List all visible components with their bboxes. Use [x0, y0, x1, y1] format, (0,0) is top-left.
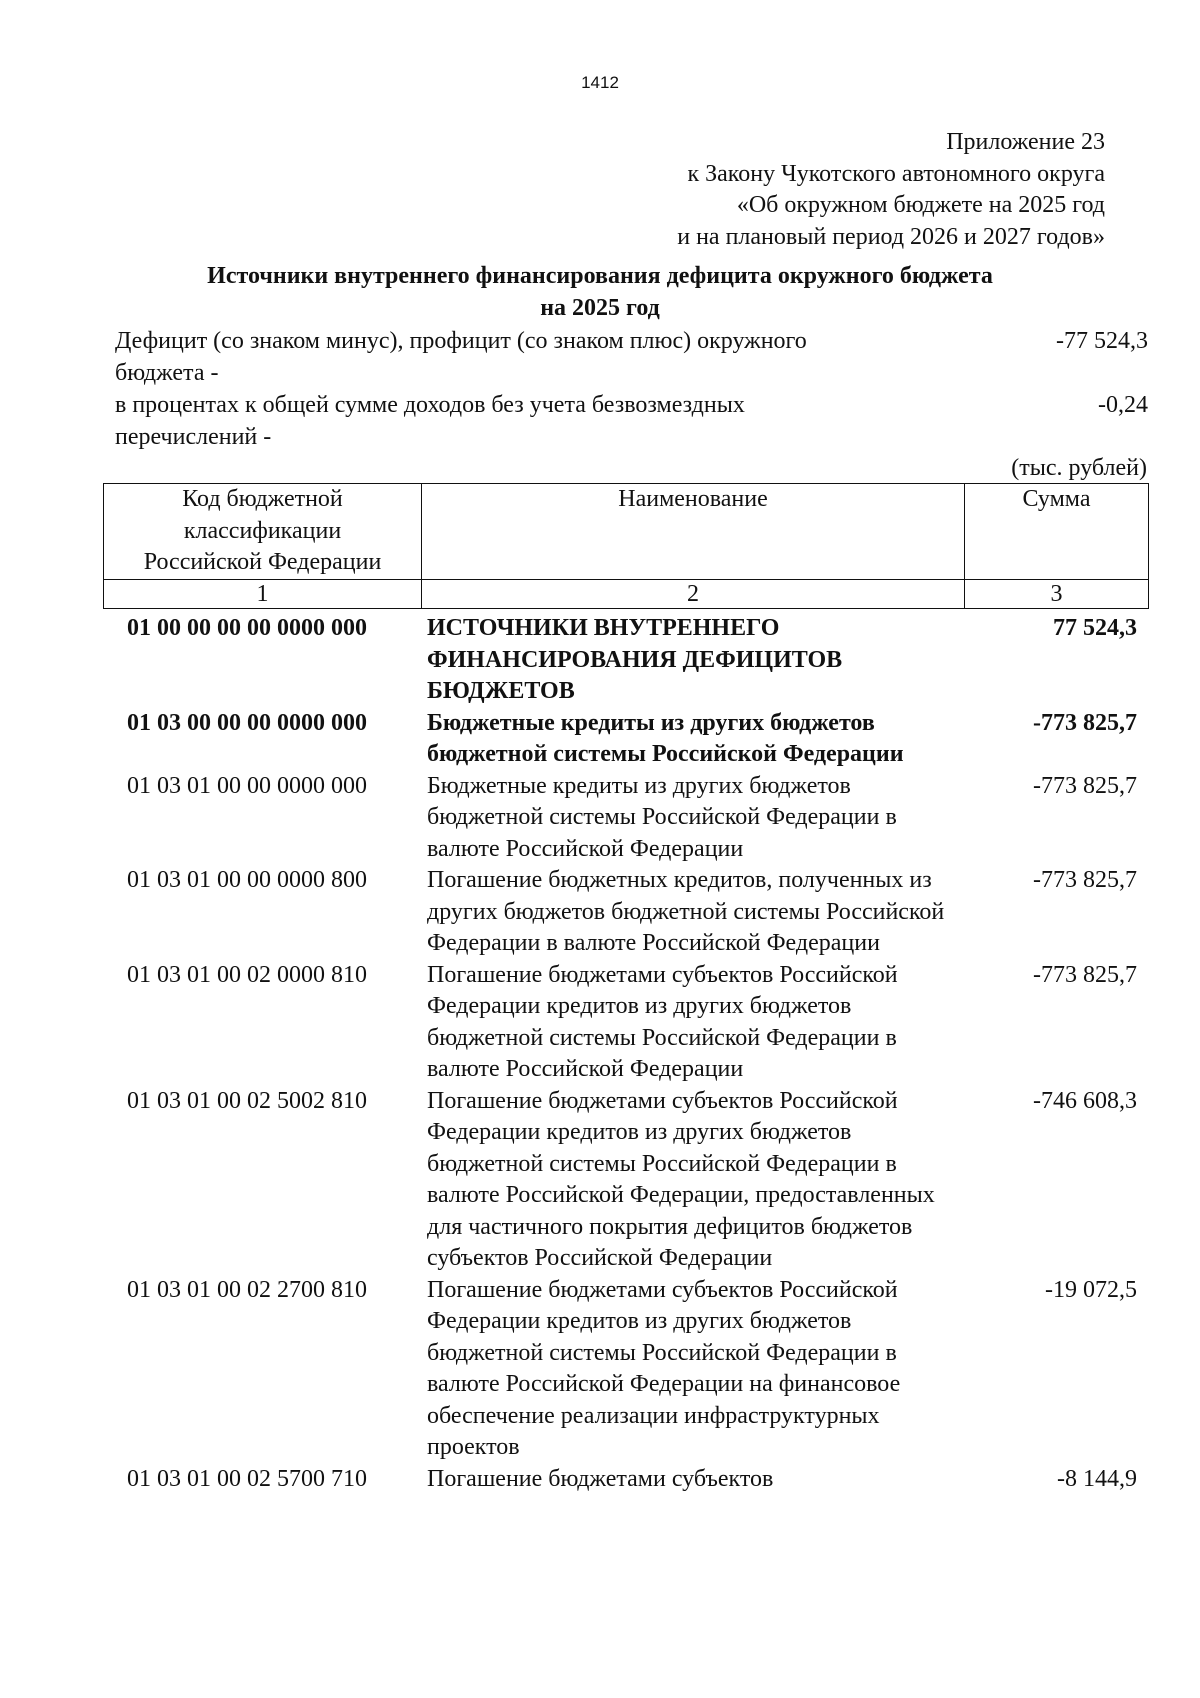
deficit-label: Дефицит (со знаком минус), профицит (со знаком плюс) окружного бюджета -: [115, 328, 807, 386]
row-code: 01 03 01 00 02 2700 810: [127, 1276, 367, 1303]
appendix-line: «Об окружном бюджете на 2025 год: [736, 192, 1105, 218]
table-header: [103, 483, 1149, 609]
column-number: 3: [965, 579, 1149, 608]
header-row: [104, 484, 1149, 580]
deficit-value: -77 524,3: [1056, 328, 1148, 354]
table-row: [103, 1275, 1148, 1464]
row-code: 01 03 00 00 00 0000 000: [127, 709, 367, 736]
row-sum: -773 825,7: [1033, 961, 1137, 988]
row-code: 01 03 01 00 02 0000 810: [127, 961, 367, 988]
row-sum: -19 072,5: [1045, 1276, 1137, 1303]
appendix-line: и на плановый период 2026 и 2027 годов»: [677, 223, 1105, 250]
row-code: 01 03 01 00 02 5002 810: [127, 1087, 367, 1114]
column-number-row: [104, 579, 1149, 608]
row-name: Бюджетные кредиты из других бюджетов бюджетной системы Российской Федерации: [427, 709, 904, 767]
row-code: 01 03 01 00 02 5700 710: [127, 1465, 367, 1492]
deficit-summary: [115, 326, 1148, 389]
table-row: [103, 865, 1148, 960]
row-name: Погашение бюджетами субъектов Российской Федерации кредитов из других бюджетов бюджетной системы Российской Федерации в валюте Российской Федерации: [427, 961, 898, 1082]
row-sum: -746 608,3: [1033, 1087, 1137, 1114]
row-sum: -773 825,7: [1033, 867, 1137, 893]
row-sum: -8 144,9: [1057, 1465, 1137, 1492]
row-name: Погашение бюджетами субъектов Российской Федерации кредитов из других бюджетов бюджетной системы Российской Федерации в валюте Российской Федерации на финансовое обеспечение реализации инфраструктурных проектов: [427, 1276, 901, 1460]
table-body: [103, 613, 1148, 1495]
appendix-line: Приложение 23: [946, 129, 1105, 155]
header-name: Наименование: [422, 484, 965, 580]
row-code: 01 00 00 00 00 0000 000: [127, 615, 367, 641]
row-name: ИСТОЧНИКИ ВНУТРЕННЕГО ФИНАНСИРОВАНИЯ ДЕФИЦИТОВ БЮДЖЕТОВ: [427, 615, 843, 704]
column-number: 2: [422, 579, 965, 608]
row-name: Бюджетные кредиты из других бюджетов бюджетной системы Российской Федерации в валюте Российской Федерации: [427, 772, 897, 862]
title-line: Источники внутреннего финансирования дефицита окружного бюджета: [207, 263, 993, 289]
row-name: Погашение бюджетами субъектов: [427, 1465, 774, 1492]
document-title: [60, 261, 1140, 324]
table-row: [103, 960, 1148, 1086]
column-number: 1: [104, 579, 422, 608]
table-row: [103, 1464, 1148, 1496]
page-number: 1412: [581, 73, 619, 92]
row-sum: -773 825,7: [1033, 709, 1137, 736]
header-sum: Сумма: [965, 484, 1149, 580]
row-name: Погашение бюджетами субъектов Российской Федерации кредитов из других бюджетов бюджетной системы Российской Федерации в валюте Российской Федерации, предоставленных для частичного покрытия дефицитов бюджетов субъектов Российской Федерации: [427, 1087, 935, 1271]
row-sum: 77 524,3: [1053, 615, 1137, 641]
row-name: Погашение бюджетных кредитов, полученных из других бюджетов бюджетной системы Российской Федерации в валюте Российской Федерации: [427, 867, 945, 956]
table-row: [103, 613, 1148, 708]
percent-summary: [115, 390, 1148, 453]
appendix-header: [677, 127, 1105, 253]
percent-label: в процентах к общей сумме доходов без учета безвозмездных перечислений -: [115, 392, 745, 450]
row-code: 01 03 01 00 00 0000 800: [127, 867, 367, 893]
units-note: (тыс. рублей): [1011, 455, 1147, 481]
title-line: на 2025 год: [540, 294, 660, 321]
percent-value: -0,24: [1098, 392, 1148, 418]
header-code-text: Код бюджетной классификации Российской Федерации: [143, 486, 382, 575]
header-code: [104, 484, 422, 580]
table-row: [103, 1086, 1148, 1275]
row-sum: -773 825,7: [1033, 772, 1137, 799]
row-code: 01 03 01 00 00 0000 000: [127, 772, 367, 799]
table-row: [103, 708, 1148, 771]
appendix-line: к Закону Чукотского автономного округа: [687, 160, 1105, 187]
table-row: [103, 771, 1148, 866]
